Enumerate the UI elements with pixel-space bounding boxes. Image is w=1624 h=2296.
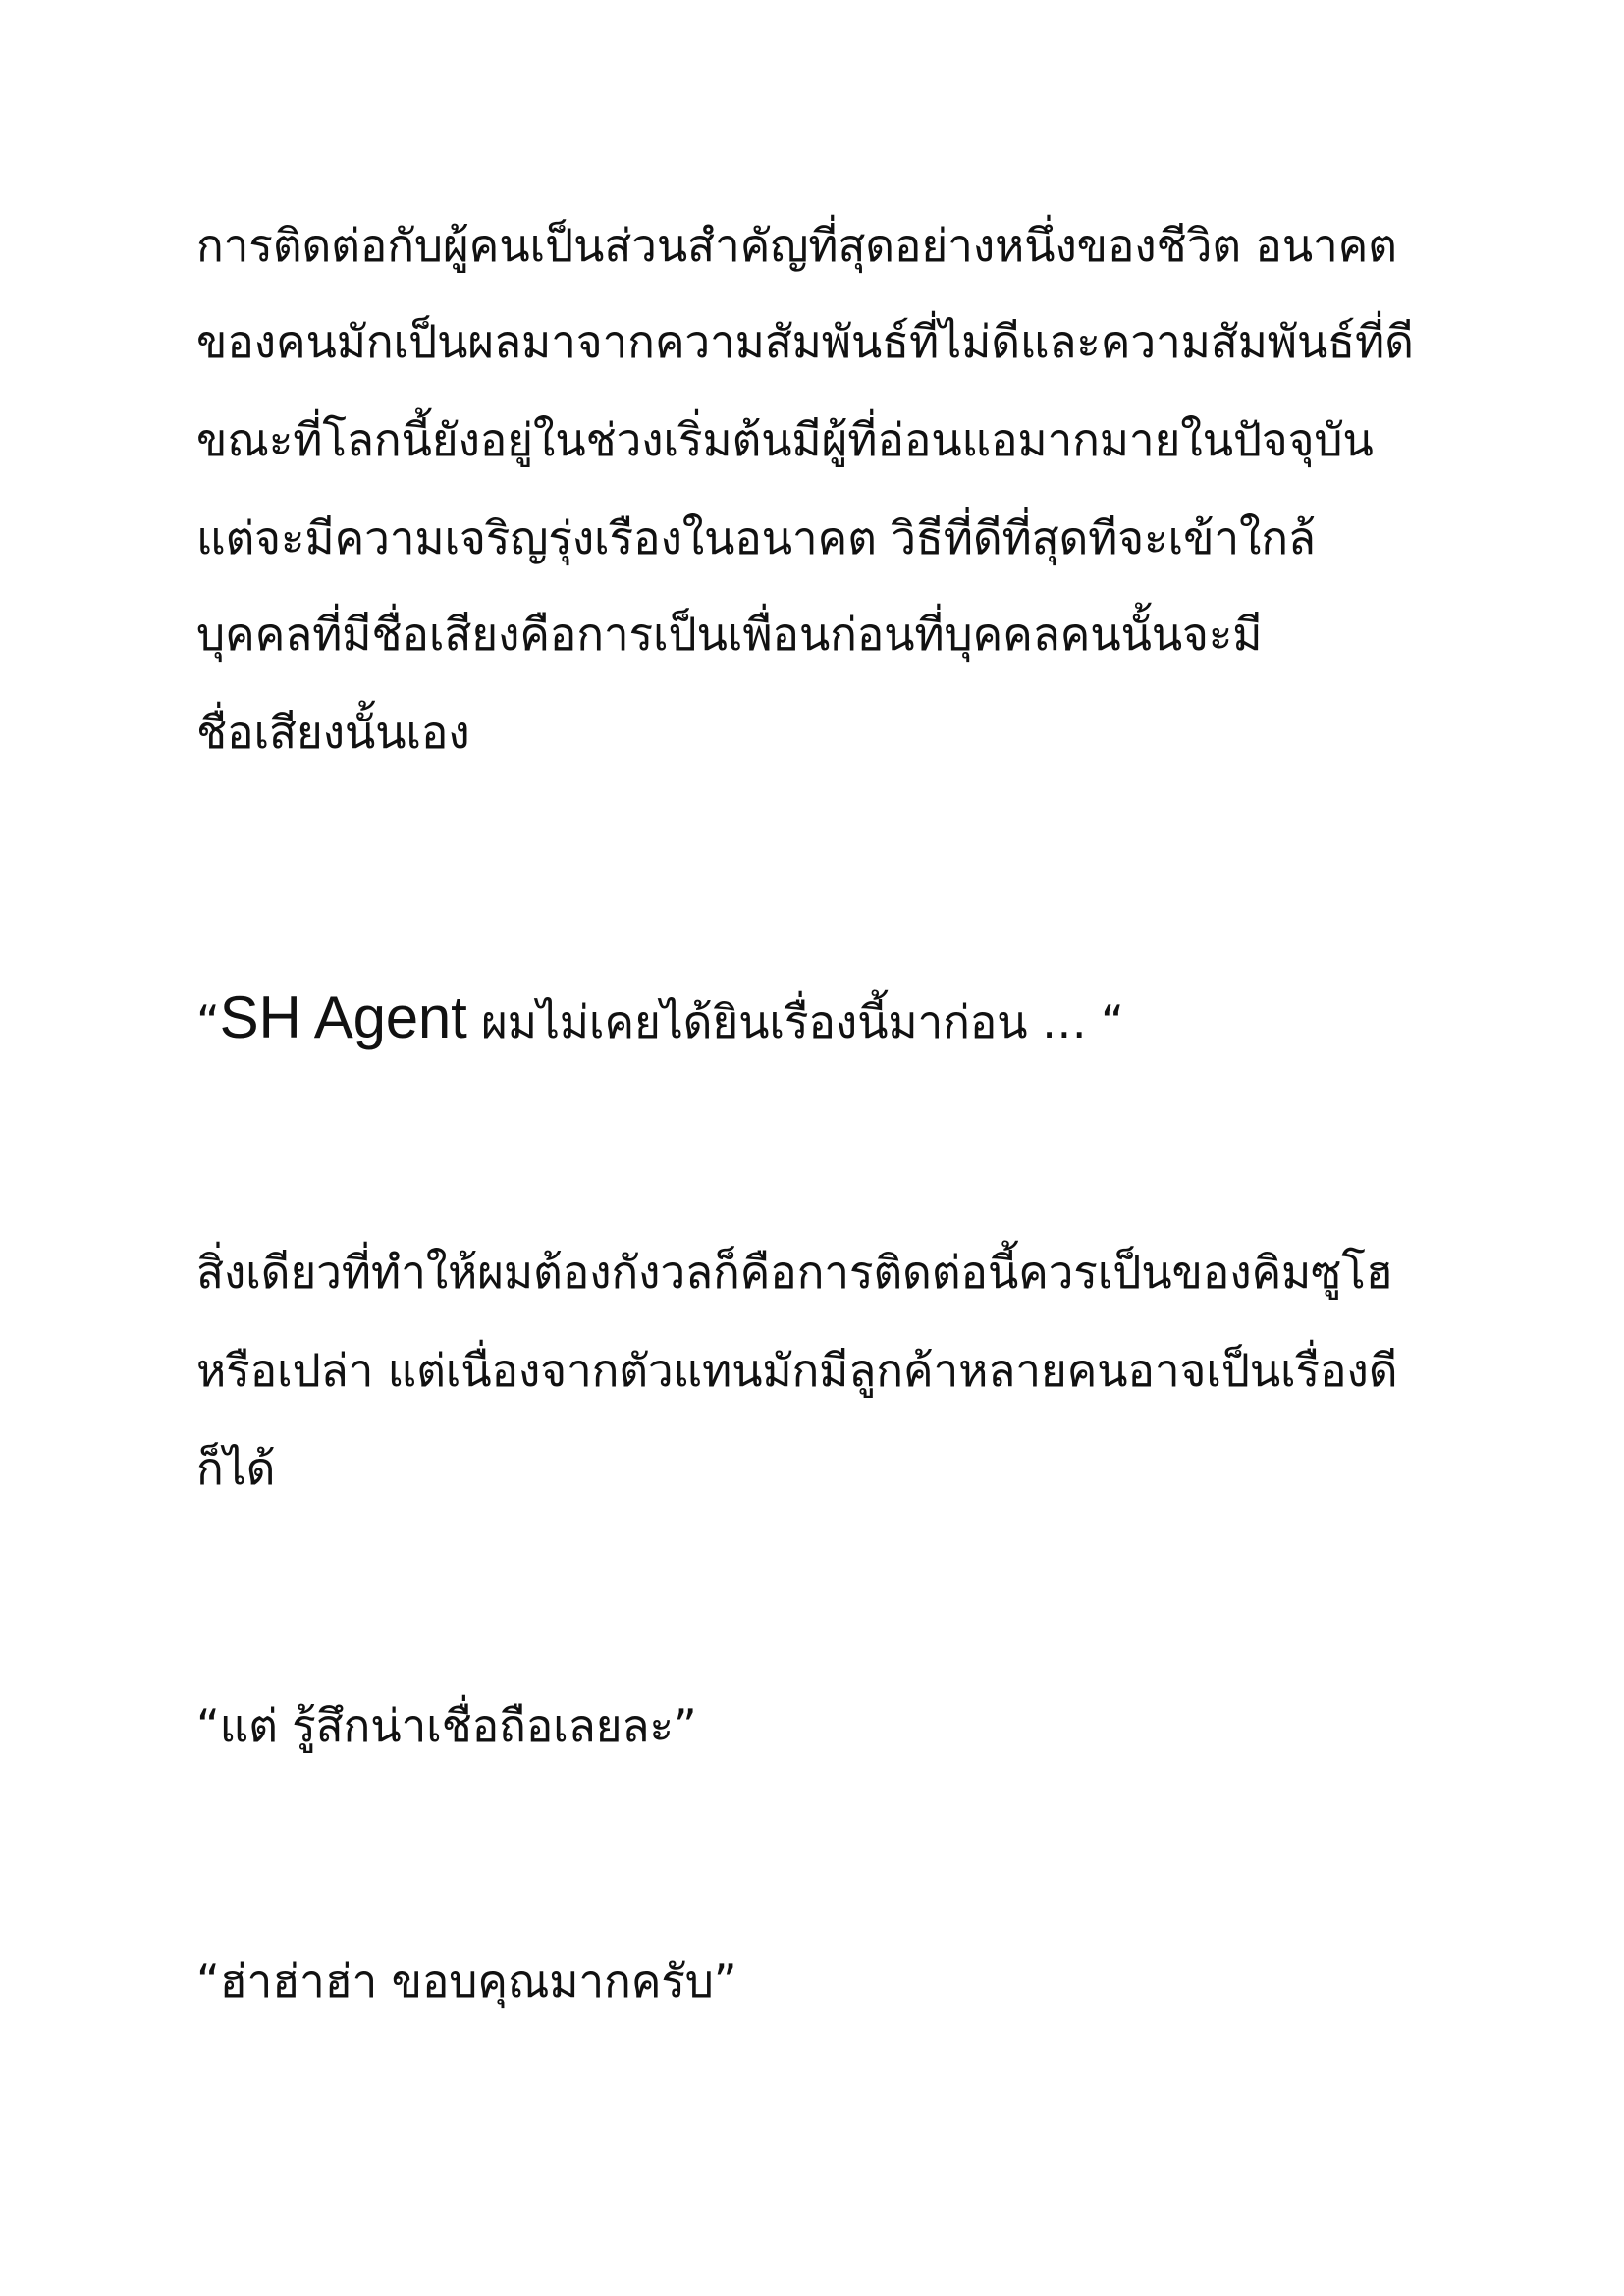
quote-1 — [196, 985, 1124, 1051]
paragraph-1-line-2: ของคนมักเป็นผลมาจากความสัมพันธ์ที่ไม่ดีและความสัมพันธ์ที่ดี — [196, 315, 1414, 368]
paragraph-2-line-1: สิ่งเดียวที่ทำให้ผมต้องกังวลก็คือการติดต่อนี้ควรเป็นของคิมซูโฮ — [196, 1246, 1393, 1299]
quote-1-text: ผมไม่เคยได้ยินเรื่องนี้มาก่อน … “ — [466, 995, 1124, 1048]
quote-1-open-mark: “ — [196, 995, 220, 1048]
paragraph-2-line-3: ก็ได้ — [196, 1442, 276, 1495]
paragraph-1-line-1: การติดต่อกับผู้คนเป็นส่วนสำคัญที่สุดอย่างหนึ่งของชีวิต อนาคต — [196, 219, 1397, 272]
quote-1-speaker: SH Agent — [219, 985, 467, 1050]
paragraph-1-line-4: แต่จะมีความเจริญรุ่งเรืองในอนาคต วิธีที่ดีที่สุดทีจะเข้าใกล้ — [196, 511, 1316, 564]
paragraph-1-line-3: ขณะที่โลกนี้ยังอยู่ในช่วงเริ่มต้นมีผู้ที่อ่อนแอมากมายในปัจจุบัน — [196, 413, 1374, 466]
paragraph-1-line-5: บุคคลที่มีชื่อเสียงคือการเป็นเพื่อนก่อนที่บุคคลคนนั้นจะมี — [196, 608, 1263, 661]
paragraph-2-line-2: หรือเปล่า แต่เนื่องจากตัวแทนมักมีลูกค้าหลายคนอาจเป็นเรื่องดี — [196, 1344, 1398, 1397]
paragraph-1-line-6: ชื่อเสียงนั้นเอง — [196, 706, 470, 759]
quote-2: “แต่ รู้สึกน่าเชื่อถือเลยละ” — [196, 1699, 697, 1752]
quote-3: “ฮ่าฮ่าฮ่า ขอบคุณมากครับ” — [196, 1954, 737, 2007]
